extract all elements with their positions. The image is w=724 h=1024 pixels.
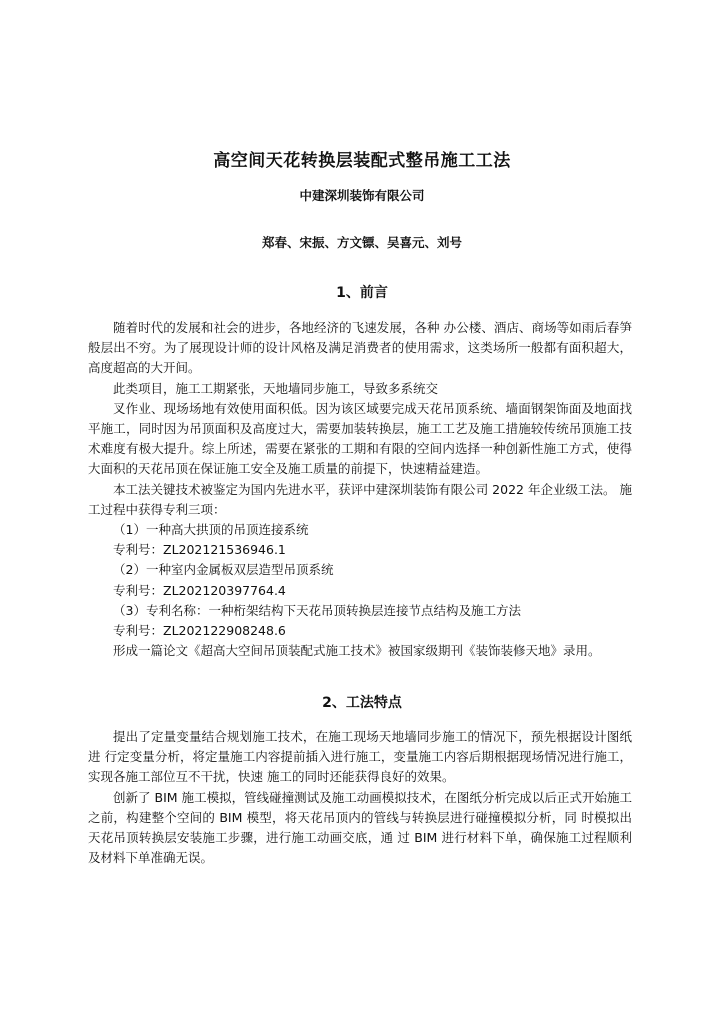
paragraph: 形成一篇论文《超高大空间吊顶装配式施工技术》被国家级期刊《装饰装修天地》录用。 bbox=[113, 643, 601, 659]
author-list: 郑春、宋振、方文镖、吴喜元、刘号 bbox=[261, 235, 462, 250]
paragraph: 叉作业、现场场地有效使用面积低。因为该区域要完成天花吊顶系统、墙面钢架饰面及地面找平施工，同时因为吊顶面积及高度过大，需要加装转换层，施工工艺及施工措施较传统吊顶施工技术难度有极大提升。综上所述，需要在紧张的工期和有限的空间内选择一种创新性施工方式，使得大面积的天花吊顶在保证施工安全及施工质量的前提下，快速精益建造。 bbox=[88, 400, 632, 477]
patent-number: 专利号：ZL202122908248.6 bbox=[113, 623, 286, 639]
section-heading-preface: 1、前言 bbox=[336, 285, 388, 301]
patent-number: 专利号：ZL202121536946.1 bbox=[113, 542, 286, 558]
paragraph: 本工法关键技术被鉴定为国内先进水平，获评中建深圳装饰有限公司 2022 年企业级工法。 施工过程中获得专利三项： bbox=[88, 481, 632, 517]
paragraph: 创新了 BIM 施工模拟，管线碰撞测试及施工动画模拟技术，在图纸分析完成以后正式开始施工之前，构建整个空间的 BIM 模型，将天花吊顶内的管线与转换层进行碰撞模拟分析，同 时模拟出天花吊顶转换层安装施工步骤，进行施工动画交底，通 过 BIM 进行材料下单，确保施工过程顺利及材料下单准确无误。 bbox=[88, 789, 632, 866]
paragraph: 此类项目，施工工期紧张，天地墙同步施工，导致多系统交 bbox=[113, 380, 439, 396]
patent-item: （1）一种高大拱顶的吊顶连接系统 bbox=[113, 522, 309, 538]
patent-item: （3）专利名称：一种桁架结构下天花吊顶转换层连接节点结构及施工方法 bbox=[113, 602, 521, 618]
company-name: 中建深圳装饰有限公司 bbox=[299, 188, 425, 203]
patent-number: 专利号：ZL202120397764.4 bbox=[113, 582, 286, 598]
section-body-preface bbox=[88, 318, 632, 661]
section-heading-features: 2、工法特点 bbox=[322, 695, 402, 711]
paragraph: 随着时代的发展和社会的进步，各地经济的飞速发展，各种 办公楼、酒店、商场等如雨后春笋般层出不穷。为了展现设计师的设计风格及满足消费者的使用需求，这类场所一般都有面积超大，高度超高的大开间。 bbox=[88, 320, 632, 376]
paragraph: 提出了定量变量结合规划施工技术，在施工现场天地墙同步施工的情况下，预先根据设计图纸进 行定变量分析，将定量施工内容提前插入进行施工，变量施工内容后期根据现场情况进行施工，实现各施工部位互不干扰，快速 施工的同时还能获得良好的效果。 bbox=[88, 729, 632, 785]
patent-item: （2）一种室内金属板双层造型吊顶系统 bbox=[113, 562, 334, 578]
document-title: 高空间天花转换层装配式整吊施工工法 bbox=[213, 151, 511, 171]
section-body-features bbox=[88, 727, 632, 868]
